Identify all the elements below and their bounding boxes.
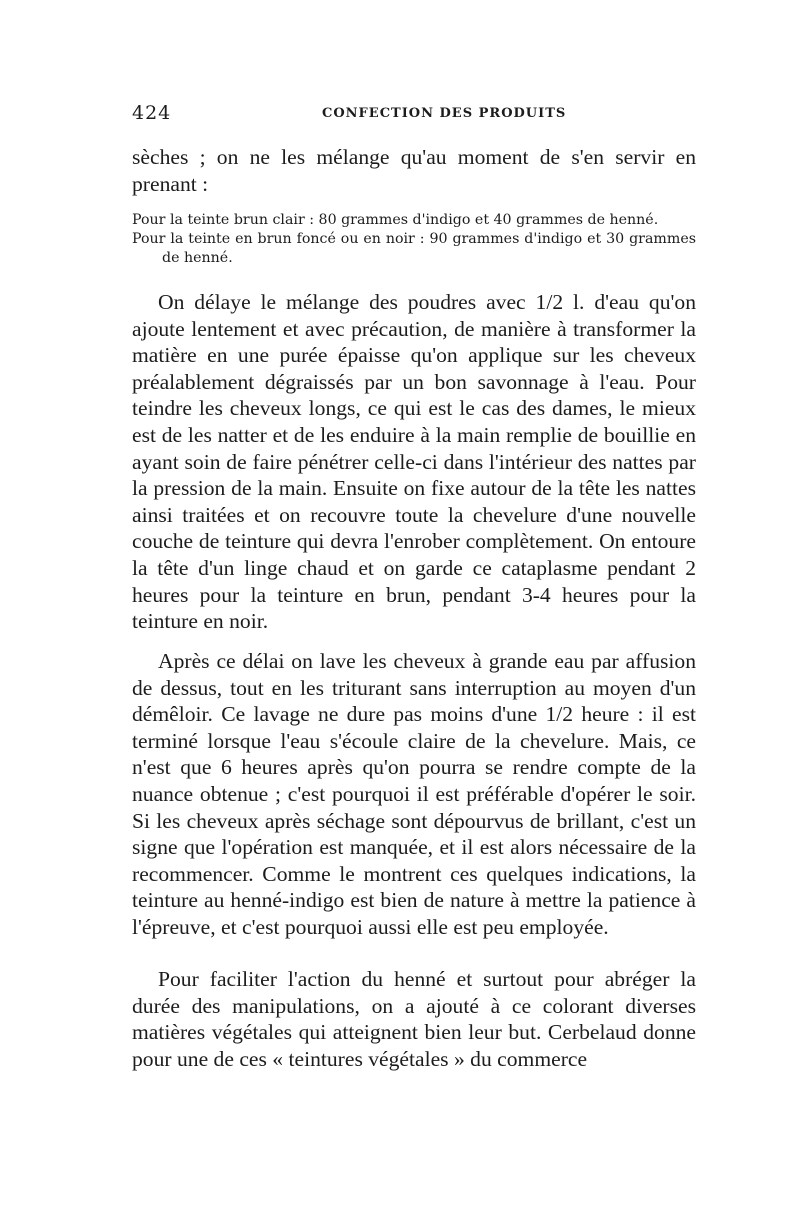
paragraph-vegetable-dyes: Pour faciliter l'action du henné et surtout pour abréger la durée des manipulations, on a ajouté à ce colorant diverses matières végétales qui atteignent bien leur but. Cerbelaud donne pour une de ces « teintures végétales » du commerce: [132, 967, 696, 1071]
page-number: 424: [132, 102, 172, 124]
running-head-title: CONFECTION DES PRODUITS: [322, 106, 567, 121]
paragraph-washing: Après ce délai on lave les cheveux à grande eau par affusion de dessus, tout en les triturant sans interruption au moyen d'un démêloir. Ce lavage ne dure pas moins d'une 1/2 heure : il est terminé lorsque l'eau s'écoule claire de la chevelure. Mais, ce n'est que 6 heures après qu'on pourra se rendre compte de la nuance obtenue ; c'est pourquoi il est préférable d'opérer le soir. Si les cheveux après séchage sont dépourvus de brillant, c'est un signe que l'opération est manquée, et il est alors nécessaire de la recommencer. Comme le montrent ces quelques indications, la teinture au henné-indigo est bien de nature à mettre la patience à l'épreuve, et c'est pourquoi aussi elle est peu employée.: [132, 649, 696, 939]
recipe-light-brown: Pour la teinte brun clair : 80 grammes d'indigo et 40 grammes de henné.: [132, 212, 659, 228]
recipe-dark-brown-black: Pour la teinte en brun foncé ou en noir : 90 grammes d'indigo et 30 grammes de henné.: [132, 230, 696, 266]
paragraph-continuation: sèches ; on ne les mélange qu'au moment de s'en servir en prenant :: [132, 145, 696, 196]
recipe-list: [132, 211, 696, 267]
running-head: [132, 102, 697, 124]
paragraph-application: On délaye le mélange des poudres avec 1/2 l. d'eau qu'on ajoute lentement et avec précaution, de manière à transformer la matière en une purée épaisse qu'on applique sur les cheveux préalablement dégraissés par un bon savonnage à l'eau. Pour teindre les cheveux longs, ce qui est le cas des dames, le mieux est de les natter et de les enduire à la main remplie de bouillie en ayant soin de faire pénétrer celle-ci dans l'intérieur des nattes par la pression de la main. Ensuite on fixe autour de la tête les nattes ainsi traitées et on recouvre toute la chevelure d'une nouvelle couche de teinture qui devra l'enrober complètement. On entoure la tête d'un linge chaud et on garde ce cataplasme pendant 2 heures pour la teinture en brun, pendant 3-4 heures pour la teinture en noir.: [132, 290, 696, 634]
